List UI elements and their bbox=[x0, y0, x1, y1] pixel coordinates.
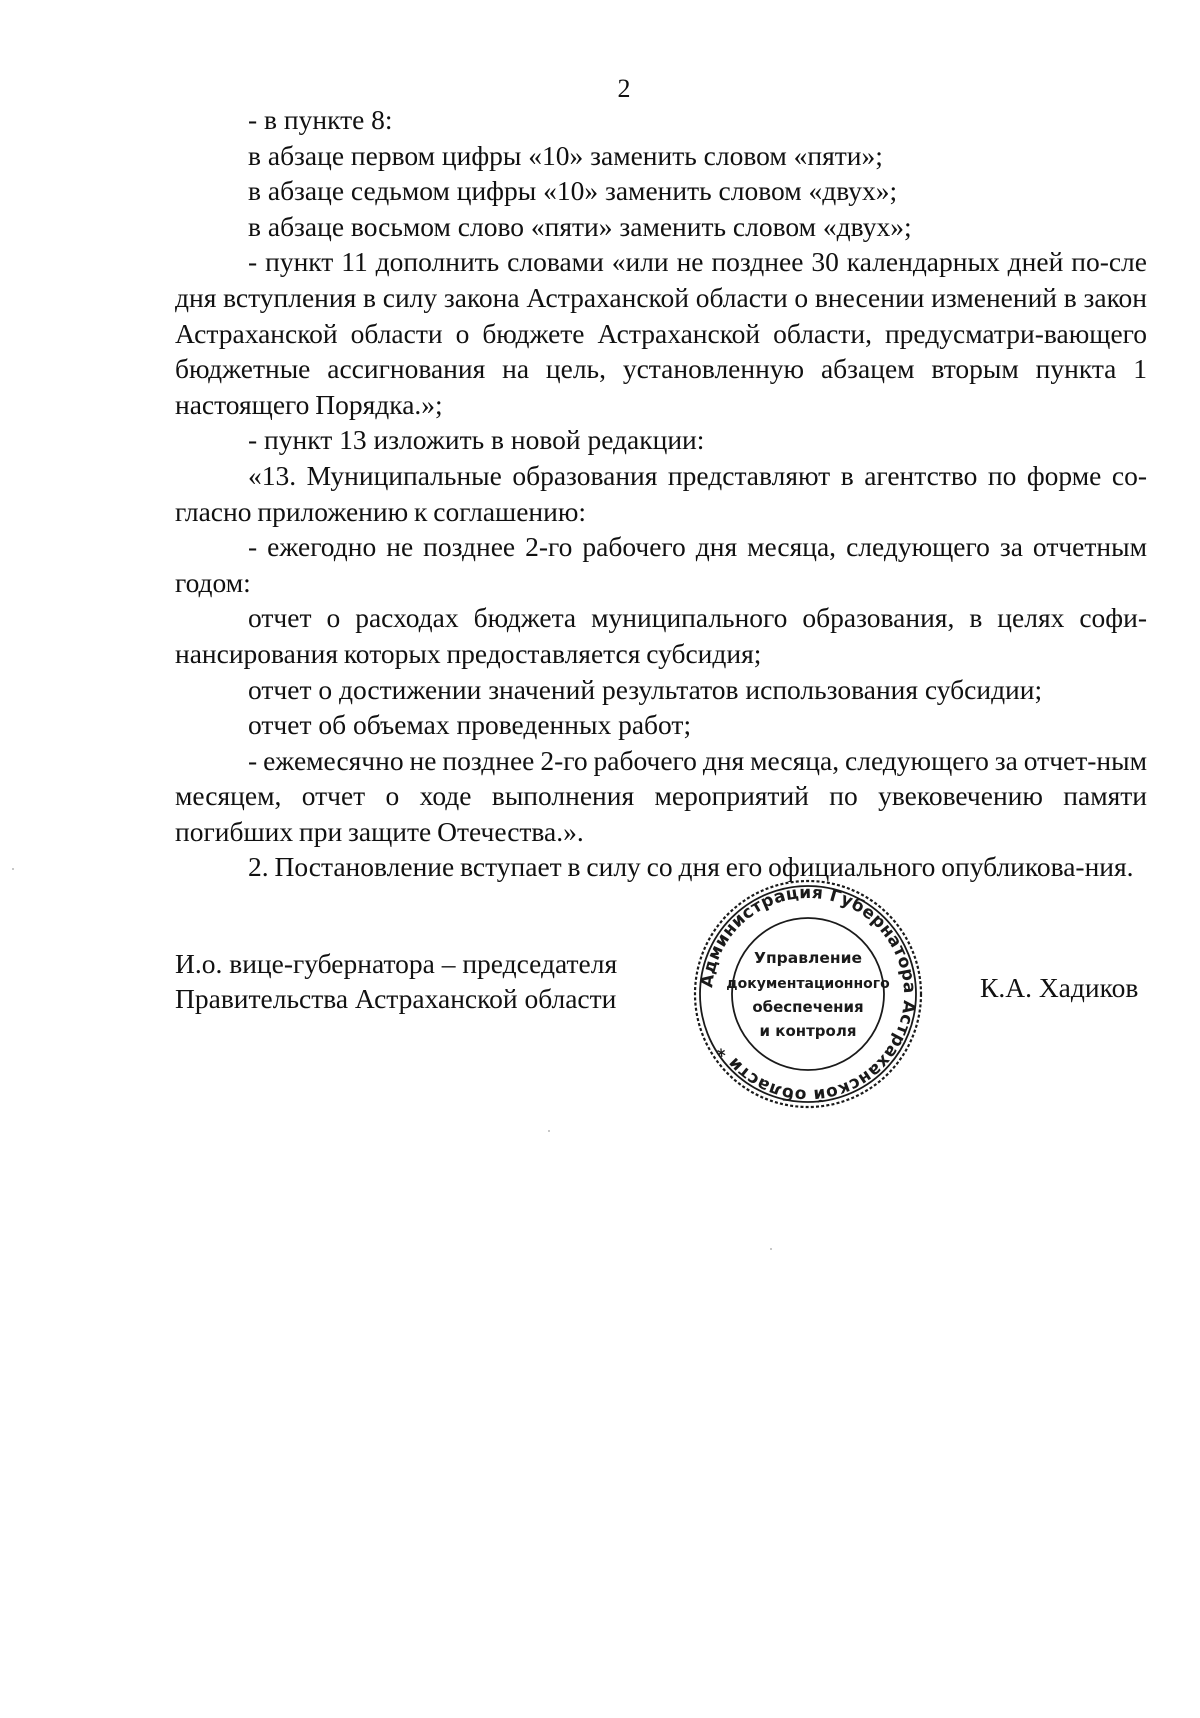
paragraph-7: «13. Муниципальные образования представляют в агентство по форме со-гласно приложению к соглашению: bbox=[175, 459, 1147, 527]
seal-center-line-2: документационного bbox=[726, 976, 890, 992]
paragraph-8: - ежегодно не позднее 2-го рабочего дня месяца, следующего за отчетным годом: bbox=[175, 531, 1147, 598]
seal-inner-ring bbox=[732, 918, 884, 1070]
seal-graphic bbox=[692, 878, 924, 1110]
paragraph-5: - пункт 11 дополнить словами «или не позднее 30 календарных дней по-сле дня вступления в силу закона Астраханской области о внесении изменений в закон Астраханской области о бюджете Астраханской области, предусматри-вающего бюджетные ассигнования на цель, установленную абзацем вторым пункта 1 настоящего Порядка.»; bbox=[175, 246, 1147, 420]
signer-position-line-1: И.о. вице-губернатора – председателя bbox=[175, 948, 618, 979]
paragraph-1: - в пункте 8: bbox=[248, 104, 393, 135]
page-number: 2 bbox=[617, 74, 631, 103]
paragraph-9: отчет о расходах бюджета муниципального образования, в целях софи-нансирования которых предоставляется субсидия; bbox=[175, 602, 1147, 669]
seal-outer-ring bbox=[695, 881, 921, 1107]
seal-center-line-4: и контроля bbox=[759, 1022, 857, 1040]
scan-speck bbox=[770, 1248, 772, 1250]
seal-center-line-1: Управление bbox=[754, 949, 862, 967]
seal-center-line-3: обеспечения bbox=[752, 998, 864, 1016]
official-seal bbox=[692, 878, 924, 1110]
signer-position-line-2: Правительства Астраханской области bbox=[175, 983, 617, 1014]
paragraph-13: 2. Постановление вступает в силу со дня его официального опубликова-ния. bbox=[248, 851, 1134, 883]
paragraph-11: отчет об объемах проведенных работ; bbox=[248, 709, 692, 741]
seal-ring-text: Администрация Губернатора Астраханской области * bbox=[697, 882, 920, 1106]
scan-speck bbox=[12, 868, 14, 870]
paragraph-12: - ежемесячно не позднее 2-го рабочего дня месяца, следующего за отчет-ным месяцем, отчет о ходе выполнения мероприятий по увековечению памяти погибших при защите Отечества.». bbox=[175, 744, 1147, 847]
signer-position bbox=[175, 946, 617, 1016]
document-body bbox=[175, 102, 1147, 885]
paragraph-3: в абзаце седьмом цифры «10» заменить словом «двух»; bbox=[248, 175, 898, 207]
paragraph-10: отчет о достижении значений результатов использования субсидии; bbox=[248, 673, 1043, 705]
paragraph-2: в абзаце первом цифры «10» заменить словом «пяти»; bbox=[248, 139, 883, 171]
paragraph-4: в абзаце восьмом слово «пяти» заменить словом «двух»; bbox=[248, 210, 912, 242]
signer-name: К.А. Хадиков bbox=[980, 972, 1139, 1003]
scan-speck bbox=[548, 1130, 550, 1132]
paragraph-6: - пункт 13 изложить в новой редакции: bbox=[248, 424, 705, 456]
